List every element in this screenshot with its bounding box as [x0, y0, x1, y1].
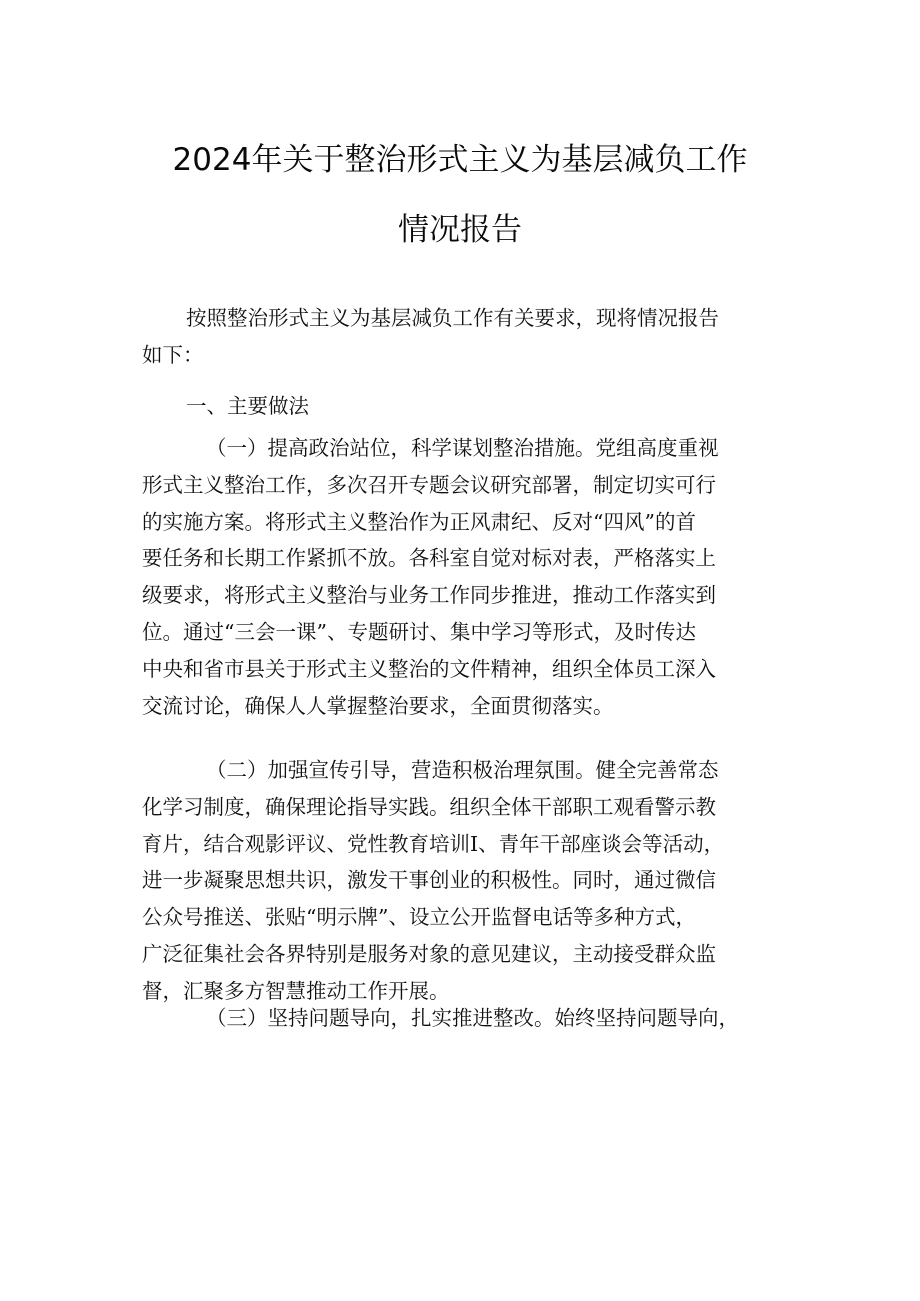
paragraph-line: 的实施方案。将形式主义整治作为正风肃纪、反对“四风”的首	[142, 509, 696, 534]
paragraph-1	[142, 430, 792, 724]
paragraph-line: 交流讨论，确保人人掌握整治要求，全面贯彻落实。	[142, 693, 614, 718]
paragraph-line: （一）提高政治站位，科学谋划整治措施。党组高度重视	[206, 436, 719, 460]
intro-line: 按照整治形式主义为基层减负工作有关要求，现将情况报告	[186, 306, 719, 330]
paragraph-line: 督，汇聚多方智慧推动工作开展。	[142, 978, 450, 1003]
section-heading	[142, 388, 792, 425]
paragraph-line: （三）坚持问题导向，扎实推进整改。始终坚持问题导向，	[206, 1006, 739, 1030]
paragraph-line: 级要求，将形式主义整治与业务工作同步推进，推动工作落实到	[142, 583, 716, 608]
document-title-line-2: 情况报告	[398, 212, 522, 248]
paragraph-2	[142, 752, 792, 1010]
intro-paragraph	[142, 300, 792, 374]
paragraph-line: 进一步凝聚思想共识，激发干事创业的积极性。同时，通过微信	[142, 868, 716, 893]
paragraph-line: 育片，结合观影评议、党性教育培训I、青年干部座谈会等活动，	[142, 831, 725, 856]
section-1-heading: 一、主要做法	[186, 394, 309, 418]
paragraph-line: 要任务和长期工作紧抓不放。各科室自觉对标对表，严格落实上	[142, 546, 716, 571]
paragraph-line: （二）加强宣传引导，营造积极治理氛围。健全完善常态	[206, 758, 719, 782]
paragraph-line: 公众号推送、张贴“明示牌”、设立公开监督电话等多种方式，	[142, 905, 696, 930]
document-title-line-1: 2024年关于整治形式主义为基层减负工作	[172, 142, 748, 178]
paragraph-line: 中央和省市县关于形式主义整治的文件精神，组织全体员工深入	[142, 656, 716, 681]
paragraph-line: 化学习制度，确保理论指导实践。组织全体干部职工观看警示教	[142, 794, 716, 819]
intro-line: 如下：	[142, 342, 204, 367]
paragraph-3	[142, 1000, 792, 1037]
paragraph-line: 形式主义整治工作，多次召开专题会议研究部署，制定切实可行	[142, 472, 716, 497]
paragraph-line: 位。通过“三会一课”、专题研讨、集中学习等形式，及时传达	[142, 619, 696, 644]
paragraph-line: 广泛征集社会各界特别是服务对象的意见建议，主动接受群众监	[142, 941, 716, 966]
